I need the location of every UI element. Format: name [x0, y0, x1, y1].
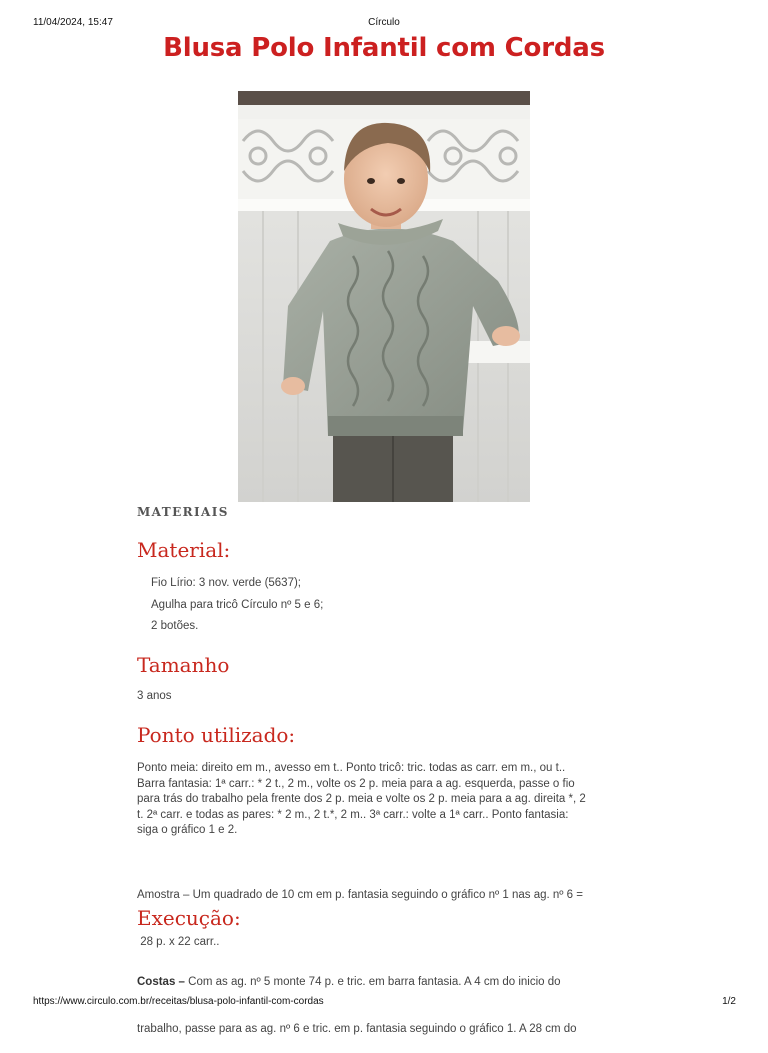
amostra-line: 28 p. x 22 carr..: [137, 935, 220, 948]
ponto-description: [137, 761, 632, 839]
print-site-title: Círculo: [368, 17, 400, 28]
amostra-line: Amostra – Um quadrado de 10 cm em p. fantasia seguindo o gráfico nº 1 nas ag. nº 6 =: [137, 889, 583, 901]
ponto-line: t. 2ª carr. e todas as pares: * 2 m., 2 t.*, 2 m.. 3ª carr.: volte a 1ª carr.. Ponto fantasia:: [137, 808, 569, 821]
execucao-line: [137, 975, 632, 991]
print-date: 11/04/2024, 15:47: [33, 17, 113, 28]
ponto-line: siga o gráfico 1 e 2.: [137, 824, 238, 836]
material-item-yarn: Fio Lírio: 3 nov. verde (5637);: [151, 577, 301, 589]
ponto-line: Ponto meia: direito em m., avesso em t.. Ponto tricô: tric. todas as carr. em m., ou t..: [137, 762, 566, 774]
ponto-heading: Ponto utilizado:: [137, 723, 296, 747]
ponto-line: Barra fantasia: 1ª carr.: * 2 t., 2 m., volte os 2 p. meia para a ag. esquerda, passe o fio: [137, 777, 575, 790]
tamanho-heading: Tamanho: [137, 653, 230, 677]
print-url: https://www.circulo.com.br/receitas/blusa-polo-infantil-com-cordas: [33, 996, 324, 1007]
ponto-line: para trás do trabalho pela frente dos 2 p. meia e volte os 2 p. meia para a ag. direita *, 2: [137, 793, 586, 805]
execucao-line: trabalho, passe para as ag. nº 6 e tric. em p. fantasia seguindo o gráfico 1. A 28 cm do: [137, 1022, 577, 1035]
tamanho-value: 3 anos: [137, 690, 172, 702]
costas-label: Costas –: [137, 976, 185, 988]
section-label: MATERIAIS: [137, 505, 229, 519]
material-item-needles: Agulha para tricô Círculo nº 5 e 6;: [151, 599, 324, 611]
page-number: 1/2: [722, 996, 736, 1007]
material-heading: Material:: [137, 538, 231, 562]
page-title: Blusa Polo Infantil com Cordas: [163, 33, 605, 63]
material-item-buttons: 2 botões.: [151, 620, 199, 632]
product-photo: [238, 91, 530, 502]
execucao-text: Com as ag. nº 5 monte 74 p. e tric. em barra fantasia. A 4 cm do inicio do: [184, 976, 561, 988]
execucao-heading: Execução:: [137, 906, 241, 930]
